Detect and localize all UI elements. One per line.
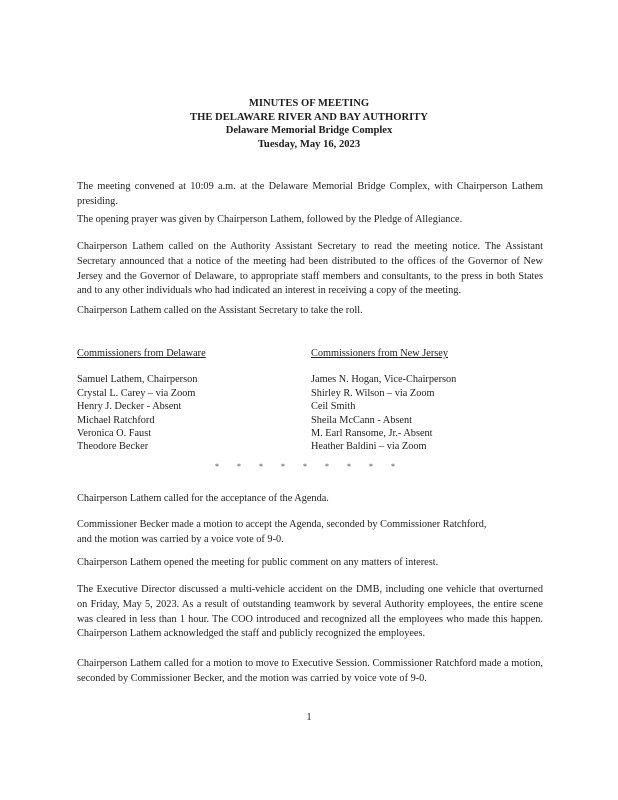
paragraph-agenda-motion: Commissioner Becker made a motion to accept the Agenda, seconded by Commissioner Ratchford, and the motion was carried by a voice vote of 9-0. [77, 519, 487, 545]
section-separator: * * * * * * * * * [215, 462, 403, 471]
paragraph-roll: Chairperson Lathem called on the Assistant Secretary to take the roll. [77, 305, 363, 316]
commissioner-name: Michael Ratchford [77, 414, 155, 426]
commissioner-name: Veronica O. Faust [77, 428, 152, 440]
paragraph-prayer: The opening prayer was given by Chairperson Lathem, followed by the Pledge of Allegiance. [77, 214, 463, 225]
commissioner-name: Theodore Becker [77, 441, 149, 453]
paragraph-public-comment: Chairperson Lathem opened the meeting for public comment on any matters of interest. [77, 557, 439, 568]
header-location: Delaware Memorial Bridge Complex [225, 125, 393, 137]
commissioner-name: Samuel Lathem, Chairperson [77, 374, 198, 386]
commissioner-name: Crystal L. Carey – via Zoom [77, 387, 196, 399]
paragraph-executive-director: The Executive Director discussed a multi-vehicle accident on the DMB, including one vehicle that overturned on Friday, May 5, 2023. As a result of outstanding teamwork by several Authority employees, the entire scene was cleared in less than 1 hour. The COO introduced and recognized all the employees who made this happen. Chairperson Lathem acknowledged the staff and publicly recognized the employees. [77, 584, 543, 640]
delaware-commissioners [77, 347, 206, 454]
commissioner-name: M. Earl Ransome, Jr.- Absent [311, 428, 433, 440]
commissioner-name: James N. Hogan, Vice-Chairperson [311, 374, 457, 386]
commissioner-name: Ceil Smith [311, 401, 356, 413]
header-organization: THE DELAWARE RIVER AND BAY AUTHORITY [190, 111, 428, 123]
commissioner-name: Heather Baldini – via Zoom [311, 441, 427, 453]
new-jersey-heading: Commissioners from New Jersey [311, 348, 448, 359]
delaware-heading: Commissioners from Delaware [77, 348, 206, 359]
commissioner-name: Sheila McCann - Absent [311, 414, 412, 426]
paragraph-executive-session: Chairperson Lathem called for a motion to move to Executive Session. Commissioner Ratchford made a motion, seconded by Commissioner Becker, and the motion was carried by voice vote of 9-0. [77, 658, 543, 684]
paragraph-notice: Chairperson Lathem called on the Authority Assistant Secretary to read the meeting notice. The Assistant Secretary announced that a notice of the meeting had been distributed to the offices of the Governor of New Jersey and the Governor of Delaware, to appropriate staff members and consultants, to the press in both States and to any other individuals who had indicated an interest in receiving a copy of the meeting. [77, 241, 543, 297]
commissioner-name: Shirley R. Wilson – via Zoom [311, 387, 435, 399]
document-header [0, 97, 618, 151]
header-title: MINUTES OF MEETING [248, 98, 370, 109]
commissioner-name: Henry J. Decker - Absent [77, 401, 182, 413]
header-date: Tuesday, May 16, 2023 [257, 138, 361, 150]
new-jersey-commissioners [311, 347, 456, 454]
paragraph-convened: The meeting convened at 10:09 a.m. at the Delaware Memorial Bridge Complex, with Chairperson Lathem presiding. [77, 181, 543, 207]
page-number: 1 [306, 712, 312, 723]
paragraph-agenda: Chairperson Lathem called for the acceptance of the Agenda. [77, 493, 329, 504]
